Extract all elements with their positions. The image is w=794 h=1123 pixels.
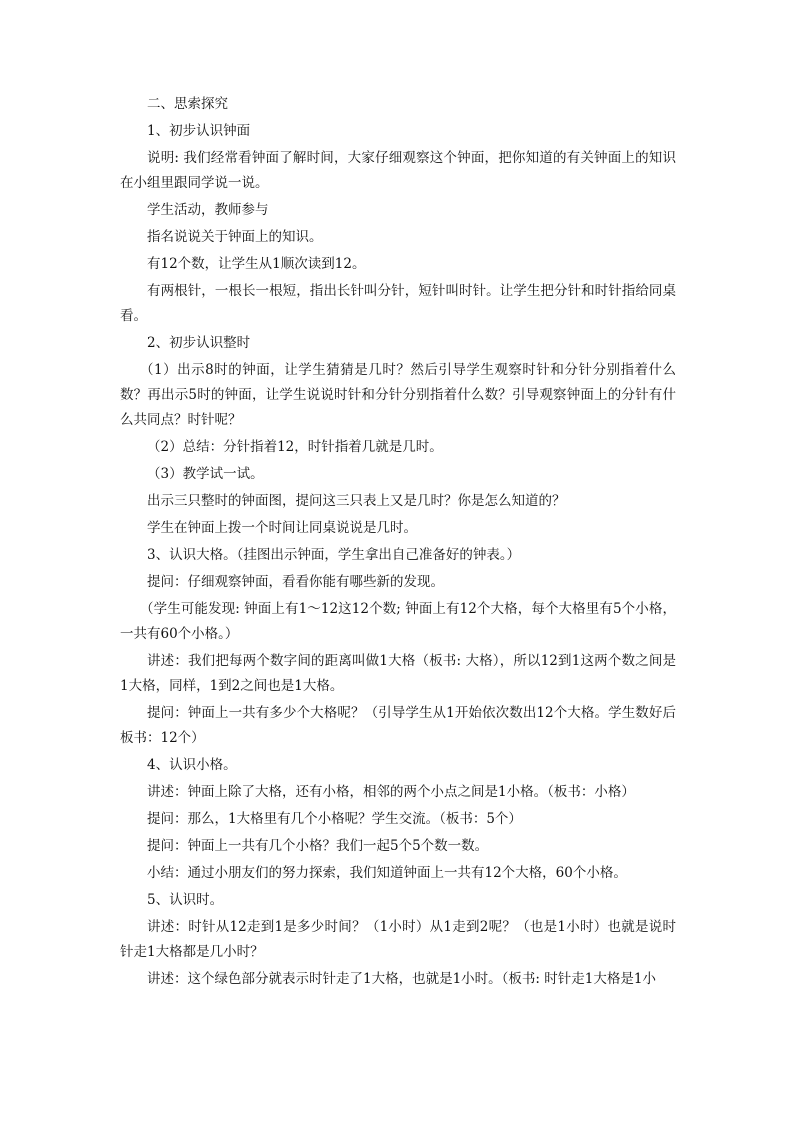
paragraph: 出示三只整时的钟面图，提问这三只表上又是几时？你是怎么知道的？ [147, 493, 566, 509]
section-heading: 二、思索探究 [147, 96, 228, 112]
subsection-heading: 2、初步认识整时 [147, 335, 251, 351]
document-body [120, 92, 676, 994]
subsection-heading: 1、初步认识钟面 [147, 123, 251, 139]
paragraph: （2）总结：分针指着12，时针指着几就是几时。 [147, 439, 443, 455]
paragraph: 讲述：钟面上除了大格，还有小格，相邻的两个小点之间是1小格。（板书：小格） [147, 784, 635, 800]
paragraph: 提问：钟面上一共有几个小格？我们一起5个5个数一数。 [147, 838, 489, 854]
subsection-heading: 5、认识时。 [147, 892, 224, 908]
paragraph: （学生可能发现: 钟面上有1～12这12个数; 钟面上有12个大格，每个大格里有5个小格，一共有60个小格。） [120, 601, 676, 642]
paragraph: 指名说说关于钟面上的知识。 [147, 229, 323, 245]
paragraph: 小结：通过小朋友们的努力探索，我们知道钟面上一共有12个大格，60个小格。 [147, 865, 627, 881]
paragraph: （1）出示8时的钟面，让学生猜猜是几时？然后引导学生观察时针和分针分别指着什么数？再出示5时的钟面，让学生说说时针和分针分别指着什么数？引导观察钟面上的分针有什么共同点？时针呢？ [120, 362, 676, 428]
paragraph: 讲述：这个绿色部分就表示时针走了1大格，也就是1小时。（板书: 时针走1大格是1小 [147, 971, 656, 987]
paragraph: 提问：仔细观察钟面，看看你能有哪些新的发现。 [147, 574, 444, 590]
paragraph: 说明: 我们经常看钟面了解时间，大家仔细观察这个钟面，把你知道的有关钟面上的知识在小组里跟同学说一说。 [120, 150, 676, 191]
subsection-heading: 4、认识小格。 [147, 757, 237, 773]
paragraph: 提问：钟面上一共有多少个大格呢？（引导学生从1开始依次数出12个大格。学生数好后板书：12个） [120, 705, 676, 746]
paragraph: 有两根针，一根长一根短，指出长针叫分针，短针叫时针。让学生把分针和时针指给同桌看。 [120, 283, 676, 324]
paragraph: 有12个数，让学生从1顺次读到12。 [147, 256, 366, 272]
subsection-heading: 3、认识大格。（挂图出示钟面，学生拿出自己准备好的钟表。） [147, 547, 521, 563]
paragraph: 学生在钟面上拨一个时间让同桌说说是几时。 [147, 520, 417, 536]
paragraph: 讲述：时针从12走到1是多少时间？（1小时）从1走到2呢？（也是1小时）也就是说时针走1大格都是几小时？ [120, 919, 676, 960]
paragraph: 学生活动，教师参与 [147, 202, 269, 218]
paragraph: （3）教学试一试。 [147, 466, 264, 482]
paragraph: 提问：那么，1大格里有几个小格呢？学生交流。（板书：5个） [147, 811, 522, 827]
paragraph: 讲述：我们把每两个数字间的距离叫做1大格（板书: 大格），所以12到1这两个数之间是1大格，同样，1到2之间也是1大格。 [120, 653, 676, 694]
